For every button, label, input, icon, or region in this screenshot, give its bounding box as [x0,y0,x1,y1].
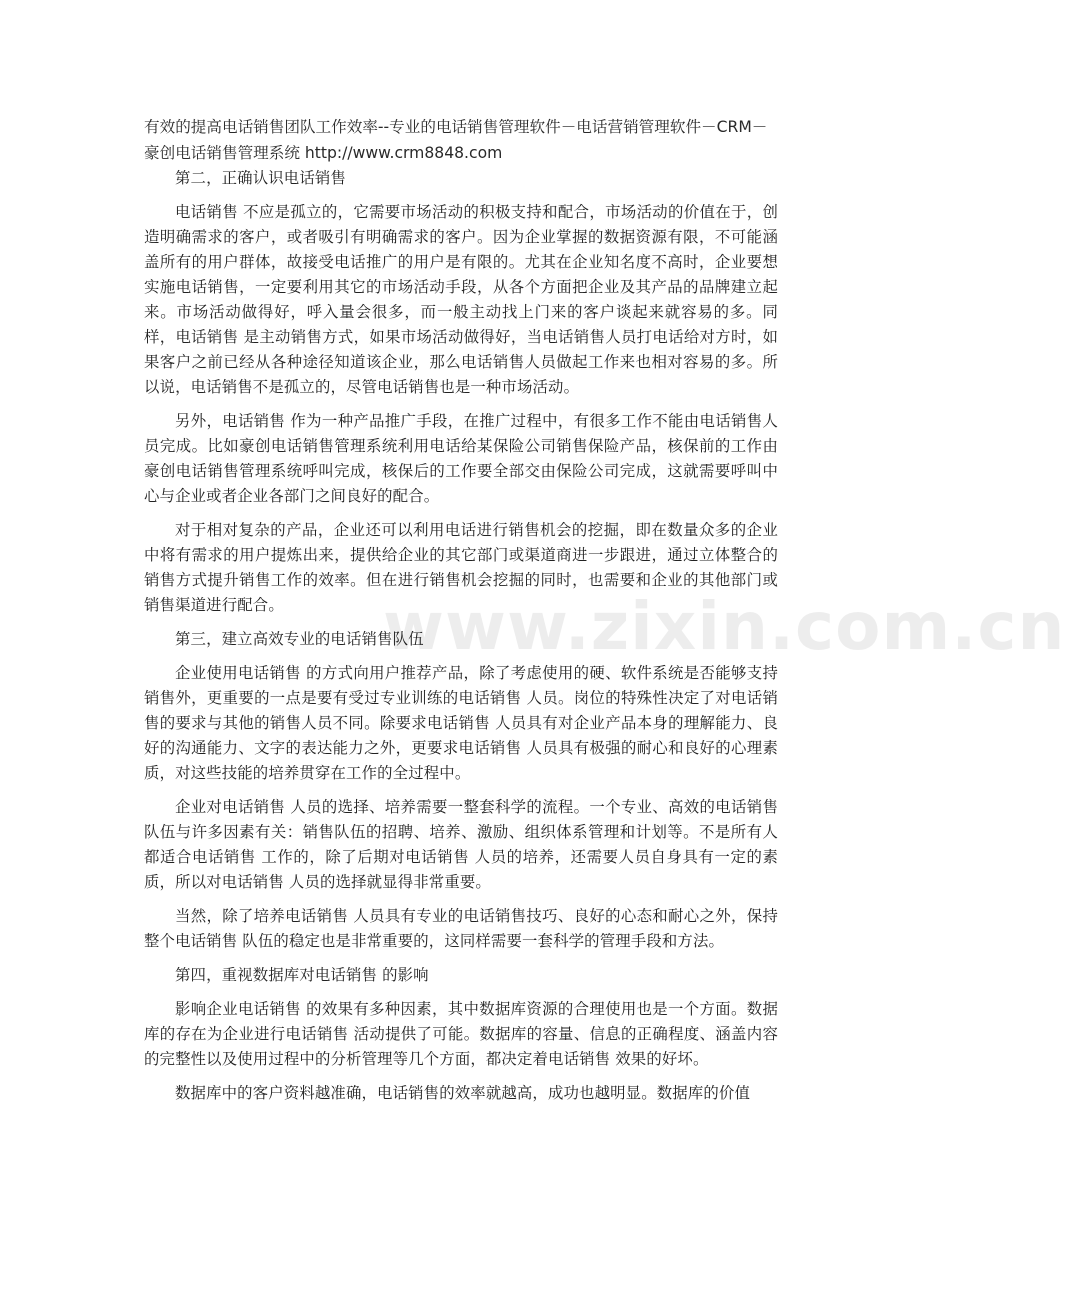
section-heading-2: 第二，正确认识电话销售 [175,169,346,187]
paragraph: 当然，除了培养电话销售 人员具有专业的电话销售技巧、良好的心态和耐心之外，保持整个电话销售 队伍的稳定也是非常重要的，这同样需要一套科学的管理手段和方法。 [144,907,778,950]
page-bottom-blank [0,1178,920,1302]
paragraph: 企业对电话销售 人员的选择、培养需要一整套科学的流程。一个专业、高效的电话销售队伍与许多因素有关：销售队伍的招聘、培养、激励、组织体系管理和计划等。不是所有人都适合电话销售 工作的，除了后期对电话销售 人员的培养，还需要人员自身具有一定的素质，所以对电话销售 人员的选择就显得非常重要。 [144,798,778,891]
section-heading-4: 第四，重视数据库对电话销售 的影响 [175,966,429,984]
document-title: 有效的提高电话销售团队工作效率--专业的电话销售管理软件－电话营销管理软件－CRM－豪创电话销售管理系统 http://www.crm8848.com [144,118,768,162]
paragraph: 电话销售 不应是孤立的，它需要市场活动的积极支持和配合，市场活动的价值在于，创造明确需求的客户，或者吸引有明确需求的客户。因为企业掌握的数据资源有限，不可能涵盖所有的用户群体，故接受电话推广的用户是有限的。尤其在企业知名度不高时，企业要想实施电话销售，一定要利用其它的市场活动手段，从各个方面把企业及其产品的品牌建立起来。市场活动做得好，呼入量会很多，而一般主动找上门来的客户谈起来就容易的多。同样，电话销售 是主动销售方式，如果市场活动做得好，当电话销售人员打电话给对方时，如果客户之前已经从各种途径知道该企业，那么电话销售人员做起工作来也相对容易的多。所以说，电话销售不是孤立的，尽管电话销售也是一种市场活动。 [144,203,778,396]
document-page [144,114,778,1106]
paragraph: 企业使用电话销售 的方式向用户推荐产品，除了考虑使用的硬、软件系统是否能够支持销售外，更重要的一点是要有受过专业训练的电话销售 人员。岗位的特殊性决定了对电话销售的要求与其他的销售人员不同。除要求电话销售 人员具有对企业产品本身的理解能力、良好的沟通能力、文字的表达能力之外，更要求电话销售 人员具有极强的耐心和良好的心理素质，对这些技能的培养贯穿在工作的全过程中。 [144,664,778,782]
paragraph: 数据库中的客户资料越准确，电话销售的效率就越高，成功也越明显。数据库的价值 [175,1084,751,1102]
paragraph: 另外，电话销售 作为一种产品推广手段，在推广过程中，有很多工作不能由电话销售人员完成。比如豪创电话销售管理系统利用电话给某保险公司销售保险产品，核保前的工作由豪创电话销售管理系统呼叫完成，核保后的工作要全部交由保险公司完成，这就需要呼叫中心与企业或者企业各部门之间良好的配合。 [144,412,778,505]
watermark-text: www.zixin.com.cn [383,588,1065,665]
paragraph: 影响企业电话销售 的效果有多种因素，其中数据库资源的合理使用也是一个方面。数据库的存在为企业进行电话销售 活动提供了可能。数据库的容量、信息的正确程度、涵盖内容的完整性以及使用过程中的分析管理等几个方面，都决定着电话销售 效果的好坏。 [144,1000,778,1068]
section-heading-3: 第三，建立高效专业的电话销售队伍 [175,630,424,648]
paragraph: 对于相对复杂的产品，企业还可以利用电话进行销售机会的挖掘，即在数量众多的企业中将有需求的用户提炼出来，提供给企业的其它部门或渠道商进一步跟进，通过立体整合的销售方式提升销售工作的效率。但在进行销售机会挖掘的同时，也需要和企业的其他部门或销售渠道进行配合。 [144,521,778,614]
